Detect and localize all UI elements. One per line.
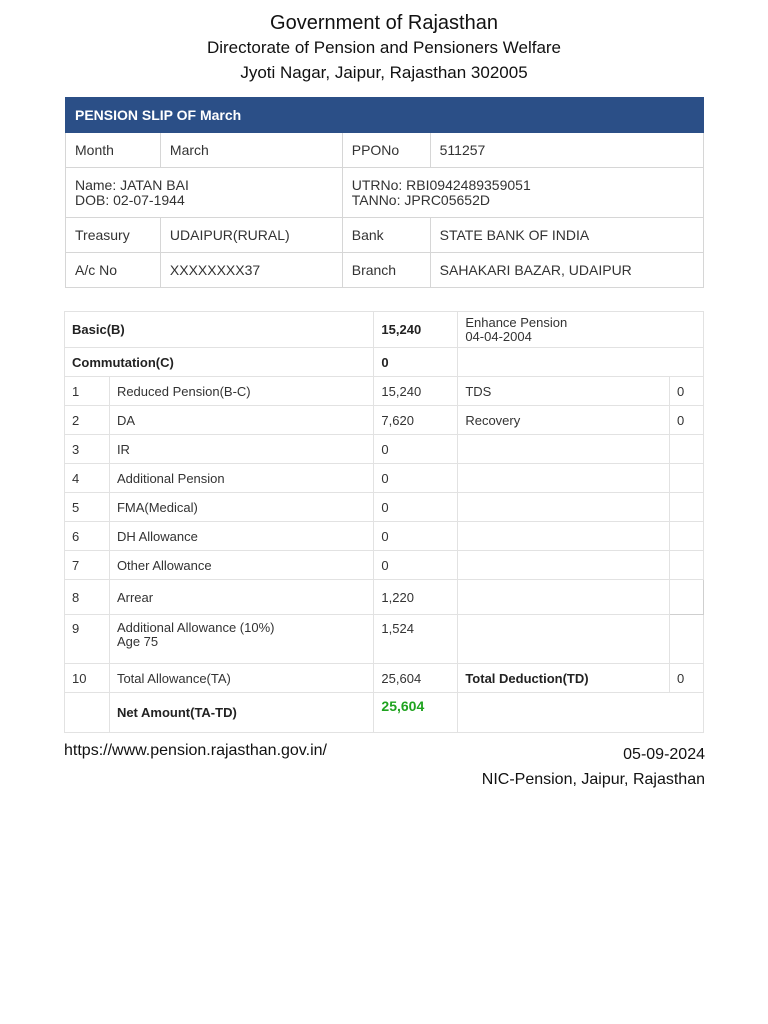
slip-title: PENSION SLIP OF March [66,98,704,133]
net-amount-row [65,693,704,733]
transaction-details [342,168,703,218]
bank-value: STATE BANK OF INDIA [430,218,703,253]
enhance-pension-date: 04-04-2004 [465,328,532,344]
slip-title-row [66,98,704,133]
table-row: 5 FMA(Medical) 0 [65,493,704,522]
tds-value: 0 [669,377,703,406]
ppo-label: PPONo [342,133,430,168]
directorate-address: Jyoti Nagar, Jaipur, Rajasthan 302005 [240,63,528,82]
pensioner-details [66,168,343,218]
branch-value: SAHAKARI BAZAR, UDAIPUR [430,253,703,288]
recovery-value: 0 [669,406,703,435]
government-title: Government of Rajasthan [270,12,498,34]
name-row [66,168,704,218]
enhance-pension-label: Enhance Pension [465,314,568,330]
table-row: 9 Additional Allowance (10%) Age 75 1,524 [65,615,704,664]
total-deduction-value: 0 [669,664,703,693]
website-url: https://www.pension.rajasthan.gov.in/ [64,742,327,759]
total-allowance-value: 25,604 [374,664,458,693]
issue-date: 05-09-2024 [623,746,705,763]
table-row: 7 Other Allowance 0 [65,551,704,580]
month-value: March [160,133,342,168]
tan-number: TANNo: JPRC05652D [351,191,490,208]
account-value: XXXXXXXX37 [160,253,342,288]
total-allowance-row: 10 Total Allowance(TA) 25,604 Total Deduction(TD) 0 [65,664,704,693]
pensioner-dob: DOB: 02-07-1944 [75,191,185,208]
pensioner-name: Name: JATAN BAI [75,176,189,193]
recovery-label: Recovery [458,406,670,435]
utr-number: UTRNo: RBI0942489359051 [351,176,531,193]
bank-label: Bank [342,218,430,253]
treasury-row [66,218,704,253]
account-row [66,253,704,288]
total-deduction-label: Total Deduction(TD) [458,664,670,693]
enhance-pension-cell [458,312,704,348]
pension-calculation-table [64,311,704,733]
pension-slip-info-table [65,97,704,288]
table-row: 6 DH Allowance 0 [65,522,704,551]
treasury-value: UDAIPUR(RURAL) [160,218,342,253]
table-row: 4 Additional Pension 0 [65,464,704,493]
basic-value: 15,240 [374,312,458,348]
total-allowance-label: Total Allowance(TA) [109,664,373,693]
table-row: 1 Reduced Pension(B-C) 15,240 TDS 0 [65,377,704,406]
table-row: 3 IR 0 [65,435,704,464]
account-label: A/c No [66,253,161,288]
directorate-name: Directorate of Pension and Pensioners Welfare [206,38,562,57]
ppo-value: 511257 [430,133,703,168]
month-label: Month [66,133,161,168]
net-amount-value: 25,604 [374,693,458,733]
branch-label: Branch [342,253,430,288]
tds-label: TDS [458,377,670,406]
footer-info [482,742,705,792]
net-amount-label: Net Amount(TA-TD) [109,693,373,733]
issuer-org: NIC-Pension, Jaipur, Rajasthan [481,771,705,788]
commutation-row [65,348,704,377]
document-header [0,0,768,85]
basic-label: Basic(B) [65,312,374,348]
table-row: 2 DA 7,620 Recovery 0 [65,406,704,435]
month-row [66,133,704,168]
basic-row [65,312,704,348]
treasury-label: Treasury [66,218,161,253]
commutation-label: Commutation(C) [65,348,374,377]
table-row: 8 Arrear 1,220 [65,580,704,615]
commutation-value: 0 [374,348,458,377]
